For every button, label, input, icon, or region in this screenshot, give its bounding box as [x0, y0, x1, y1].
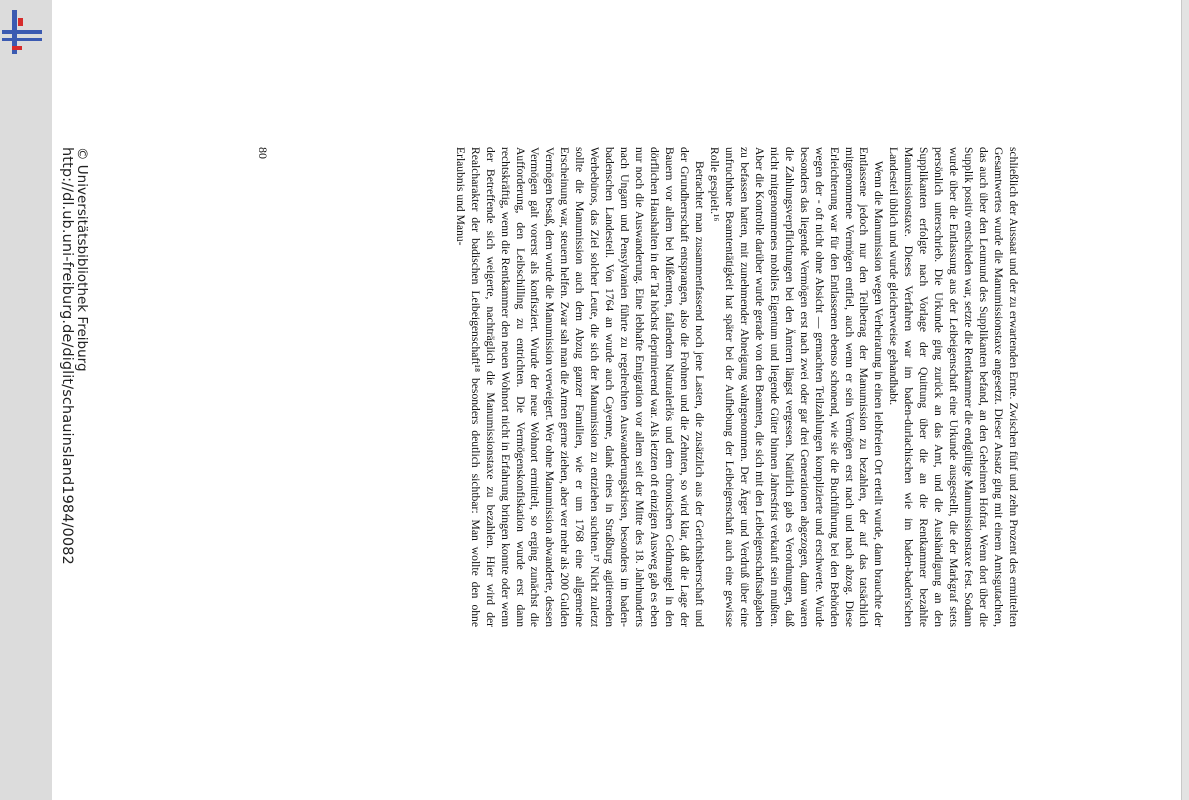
paragraph-1: schließlich der Aussaat und der zu erwartenden Ernte. Zwischen fünf und zehn Prozent des ermittelten Gesamtwertes wurde die Manumissionstaxe angesetzt. Dieser Ansatz ging mit einem Amtsgutachten, das auch über den Leumund des Supplikanten befand, an den Geheimen Hofrat. Wenn dort über die Supplik positiv entschieden war, setzte die Rentkammer die endgültige Manumissionstaxe fest. Sodann wurde über die Entlassung aus der Leibeigenschaft eine Urkunde ausgestellt, die der Markgraf stets persönlich unterschrieb. Die Urkunde ging zurück an das Amt, und die Aushändigung an den Supplikanten erfolgte nach Vorlage der Quittung über die an die Rentkammer bezahlte Manumissionstaxe. Dieses Verfahren war im baden-durlachischen wie im baden-baden'schen Landesteil üblich und wurde gleicherweise gehandhabt. — [887, 147, 1020, 627]
library-logo-icon — [0, 8, 48, 52]
page-edge — [1181, 0, 1189, 800]
viewer-side-strip — [0, 0, 52, 800]
page-number: 80 — [256, 147, 270, 159]
page-text-body — [260, 147, 1020, 627]
source-url-watermark: http://dl.ub.uni-freiburg.de/diglit/schauinsland1984/0082 — [59, 147, 75, 565]
copyright-watermark: © Universitätsbibliothek Freiburg — [74, 147, 90, 372]
paragraph-2: Wenn die Manumission wegen Verheiratung in einen leibfreien Ort erteilt wurde, dann brauchte der Entlassene jedoch nur den Teilbetrag der Manumission zu bezahlen, der auf das tatsächlich mitgenommene Vermögen entfiel, auch wenn er sein Vermögen erst nach und nach abzog. Diese Erleichterung war für den Entlassenen ebenso schonend, wie sie die Buchführung bei den Behörden wegen der - oft nicht ohne Absicht — gemachten Teilzahlungen komplizierte und erschwerte. Wurde besonders das liegende Vermögen erst nach zwei oder gar drei Generationen abgezogen, dann waren die Zahlungsverpflichtungen bei den Ämtern längst vergessen. Natürlich gab es Verordnungen, daß nicht mitgenommenes mobiles Eigentum und liegende Güter binnen Jahresfrist verkauft sein mußten. Aber die Kontrolle darüber wurde gerade von den Beamten, die sich mit den Leibeigenschaftsabgaben zu befassen hatten, mit zunehmender Abneigung wahrgenommen. Der Ärger und Verdruß über eine unfruchtbare Beamtentätigkeit hat später bei der Aufhebung der Leibeigenschaft auch eine gewisse Rolle gespielt.¹⁶ — [707, 147, 886, 627]
scanned-page — [48, 147, 1020, 627]
paragraph-3: Betrachtet man zusammenfassend noch jene Lasten, die zusätzlich aus der Gerichtsherrschaft und der Grundherrschaft entsprangen, also die Frohnen und die Zehnten, so wird klar, daß die Lage der Bauern vor allem bei Mißernten, fallendem Naturalerlös und dem chronischen Geldmangel in den dörflichen Haushalten in der Tat höchst deprimierend war. Als letzten oft einzigen Ausweg gab es eben nur noch die Auswanderung. Eine lebhafte Emigration vor allem seit der Mitte des 18. Jahrhunderts nach Ungarn und Pensylvanien führte zu regelrechten Auswanderungskrisen, besonders im baden-badenschen Landesteil. Von 1764 an wurde auch Cayenne, dank eines in Straßburg agitierenden Werbebüros, das Ziel solcher Leute, die sich der Manumission zu entziehen suchten.¹⁷ Nicht zuletzt sollte die Manumission auch dem Abzug ganzer Familien, wie er um 1768 eine allgemeine Erscheinung war, steuern helfen. Zwar sah man die Armen gerne ziehen, aber wer mehr als 200 Gulden Vermögen besaß, dem wurde die Manumission verweigert. Wer ohne Manumission abwanderte, dessen Vermögen galt vorerst als konfisziert. Wurde der neue Wohnort ermittelt, so erging zunächst die Aufforderung, den Leibschilling zu entrichten. Die Vermögenskonfiskation wurde erst dann rechtskräftig, wenn die Rentkammer den neuen Wohnort nicht in Erfahrung bringen konnte oder wenn der Betreffende sich weigerte, nachträglich die Manumissionstaxe zu bezahlen. Hier wird der Realcharakter der badischen Leibeigenschaft¹⁸ besonders deutlich sichtbar: Man wollte den ohne Erlaubnis und Manu- — [453, 147, 706, 627]
